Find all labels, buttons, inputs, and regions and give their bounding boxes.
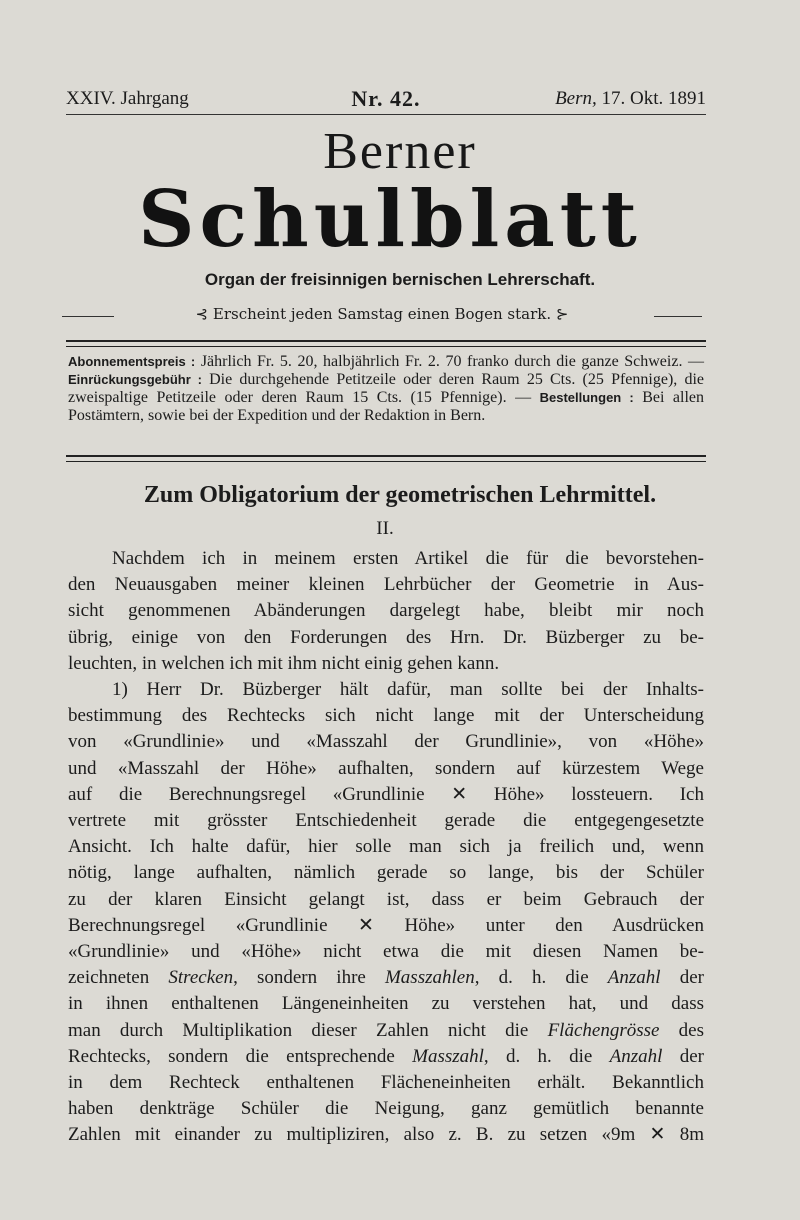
body-line: sicht genommenen Abänderungen dargelegt habe, bleibt mir noch [68, 600, 704, 622]
body-line [68, 1044, 704, 1070]
body-line: Berechnungsregel «Grundlinie ✕ Höhe» unter den Ausdrücken [68, 914, 704, 936]
orders-label: Bestellungen : [539, 390, 634, 405]
text-run: des [659, 1019, 704, 1041]
text-run-italic: Anzahl [607, 967, 661, 989]
text-run-italic: Masszahlen [384, 967, 475, 989]
body-line: auf die Berechnungsregel «Grundlinie ✕ Höhe» lossteuern. Ich [68, 783, 704, 805]
subscription-info [68, 353, 704, 425]
article-title: Zum Obligatorium der geometrischen Lehrmittel. [143, 482, 657, 508]
orders-text: Bei allen Postämtern, sowie bei der Expedition und der Redaktion in Bern. [68, 389, 705, 424]
body-line: vertrete mit grösster Entschiedenheit gerade die entgegengesetzte [68, 810, 704, 832]
masthead-berner: Berner [323, 123, 477, 180]
body-line: Zahlen mit einander zu multipliziren, also z. B. zu setzen «9m ✕ 8m [68, 1124, 704, 1146]
text-run: der [660, 967, 704, 989]
body-line: nötig, lange aufhalten, nämlich gerade so lange, bis der Schüler [68, 862, 704, 884]
masthead-subtitle: Organ der freisinnigen bernischen Lehrerschaft. [204, 270, 596, 289]
place-date [555, 88, 706, 110]
insertion-text: Die durchgehende Petitzeile oder deren Raum 25 Cts. (25 Pfennige), die zweispaltige Petitzeile oder deren Raum 15 Cts. (15 Pfennige). — [68, 371, 705, 406]
masthead-schulblatt: Schulblatt [138, 174, 642, 265]
text-run-italic: Strecken [168, 967, 234, 989]
text-run-italic: Anzahl [609, 1045, 663, 1067]
body-line: Nachdem ich in meinem ersten Artikel die für die bevorstehen- [112, 548, 704, 569]
article-body [68, 546, 704, 1149]
abo-label: Abonnementspreis : [68, 354, 196, 369]
issue-number: Nr. 42. [351, 86, 421, 111]
volume-label: XXIV. Jahrgang [66, 88, 189, 109]
body-line [68, 1018, 704, 1044]
body-line: leuchten, in welchen ich mit ihm nicht einig gehen kann. [68, 652, 500, 674]
insertion-label: Einrückungsgebühr : [68, 372, 202, 387]
text-run-italic: Masszahl [412, 1045, 484, 1067]
body-line: übrig, einige von den Forderungen des Hrn. Dr. Büzberger zu be- [68, 626, 704, 648]
article-part: II. [376, 518, 394, 539]
body-line: in ihnen enthaltenen Längeneinheiten zu verstehen hat, und dass [68, 993, 704, 1015]
text-run: , d. h. die [474, 967, 608, 989]
text-run: man durch Multiplikation dieser Zahlen nicht die [68, 1019, 548, 1041]
publication-frequency [62, 305, 702, 329]
abo-text: Jährlich Fr. 5. 20, halbjährlich Fr. 2. 70 franko durch die ganze Schweiz. — [200, 353, 705, 370]
issue-date: 17. Okt. 1891 [601, 88, 706, 109]
divider-bottom [66, 455, 706, 462]
place: Bern, [555, 88, 597, 109]
body-line: den Neuausgaben meiner kleinen Lehrbücher der Geometrie in Aus- [68, 574, 704, 596]
issue-header [66, 88, 706, 115]
body-line: bestimmung des Rechtecks sich nicht lange mit der Unterscheidung [68, 705, 704, 727]
text-run: , sondern ihre [233, 967, 385, 989]
body-line: und «Masszahl der Höhe» aufhalten, sondern auf kürzestem Wege [68, 757, 704, 779]
body-line: 1) Herr Dr. Büzberger hält dafür, man sollte bei der Inhalts- [112, 679, 704, 701]
body-line: haben denkträge Schüler die Neigung, ganz gemütlich benannte [68, 1098, 704, 1120]
text-run: zeichneten [68, 967, 169, 989]
text-run: der [662, 1045, 704, 1067]
body-line: zu der klaren Einsicht gelangt ist, dass er beim Gebrauch der [68, 888, 704, 910]
body-line: von «Grundlinie» und «Masszahl der Grundlinie», von «Höhe» [68, 731, 704, 753]
text-run: Rechtecks, sondern die entsprechende [68, 1045, 413, 1067]
body-line [68, 965, 704, 991]
body-line: «Grundlinie» und «Höhe» nicht etwa die mit diesen Namen be- [68, 941, 704, 963]
frequency-label: Erscheint jeden Samstag einen Bogen stark. [212, 305, 552, 323]
text-run-italic: Flächengrösse [547, 1019, 660, 1041]
divider-top [66, 340, 706, 347]
body-line: in dem Rechteck enthaltenen Flächeneinheiten erhält. Bekanntlich [68, 1072, 704, 1094]
frequency-text: ⊰ Erscheint jeden Samstag einen Bogen stark. ⊱ [195, 305, 569, 323]
text-run: , d. h. die [483, 1045, 610, 1067]
body-line: Ansicht. Ich halte dafür, hier solle man sich ja freilich und, wenn [68, 836, 704, 858]
